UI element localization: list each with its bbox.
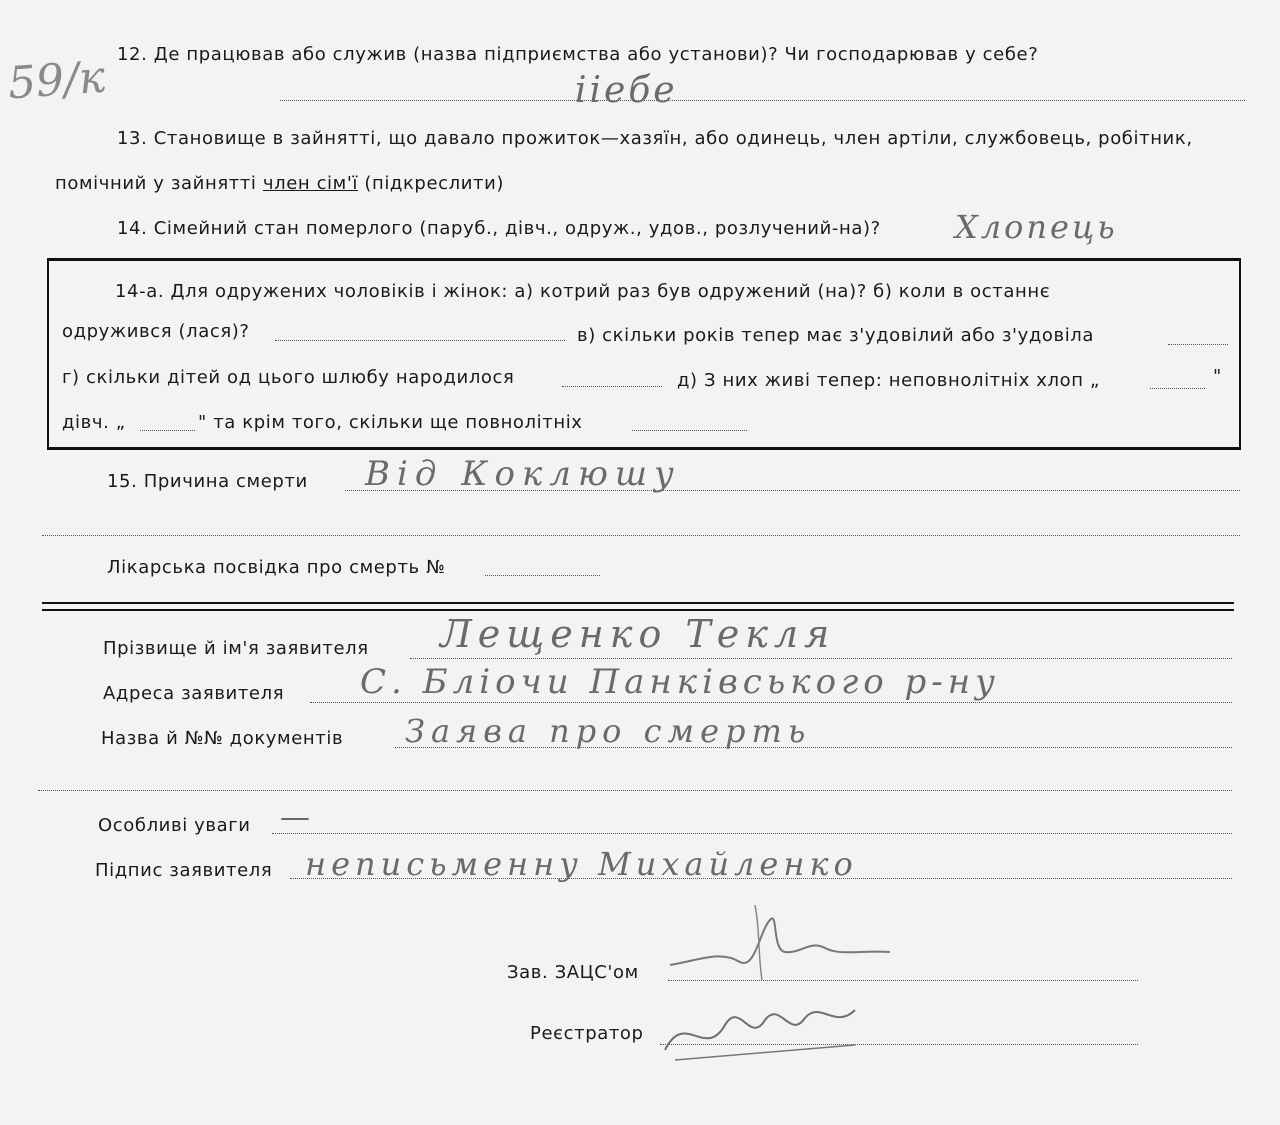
q14a-line4a: дівч. „ bbox=[62, 412, 126, 433]
q14a-line4a-blank bbox=[140, 430, 195, 431]
q14a-line1: 14-а. Для одружених чоловіків і жінок: а) котрий раз був одружений (на)? б) коли в останнє bbox=[115, 281, 1051, 302]
q14a-line4b: " та крім того, скільки ще повнолітніх bbox=[198, 412, 583, 433]
applicant-address: С. Бліочи Панківського р-ну bbox=[360, 662, 1000, 702]
q13-selected-option: член сім'ї bbox=[262, 173, 358, 194]
section-divider-top bbox=[42, 602, 1234, 604]
q14a-line3a: г) скільки дітей од цього шлюбу народилося bbox=[62, 367, 515, 388]
q12-answer-line bbox=[280, 100, 1245, 101]
q12-answer: ііебе bbox=[575, 70, 678, 111]
q13-prefix: помічний у зайнятті bbox=[55, 173, 263, 194]
special-notes: — bbox=[280, 800, 313, 835]
q14a-line3b: д) З них живі тепер: неповнолітніх хлоп „ bbox=[677, 370, 1100, 391]
q15-label: 15. Причина смерти bbox=[107, 471, 308, 492]
head-zags-label: Зав. ЗАЦС'ом bbox=[507, 962, 639, 983]
medical-certificate-label: Лікарська посвідка про смерть № bbox=[107, 557, 446, 578]
q14-label: 14. Сімейний стан померлого (паруб., дівч., одруж., удов., розлучений-на)? bbox=[117, 218, 881, 239]
applicant-docs-label: Назва й №№ документів bbox=[101, 728, 344, 749]
q12-label: 12. Де працював або служив (назва підприємства або установи)? Чи господарював у себе? bbox=[117, 44, 1039, 65]
section-divider-bottom bbox=[42, 609, 1234, 611]
applicant-docs: Заява про смерть bbox=[405, 712, 812, 750]
q14a-line2a: одружився (лася)? bbox=[62, 321, 250, 342]
q15-extra-line bbox=[42, 535, 1240, 536]
q13-line2 bbox=[55, 173, 504, 194]
applicant-signature: неписьменну Михайленко bbox=[305, 845, 858, 883]
applicant-name-label: Прізвище й ім'я заявителя bbox=[103, 638, 369, 659]
q14a-line3b-blank bbox=[1150, 388, 1205, 389]
q13-line1: 13. Становище в зайнятті, що давало прожиток—хазяїн, або одинець, член артіли, службовець, робітник, bbox=[117, 128, 1193, 149]
applicant-signature-label: Підпис заявителя bbox=[95, 860, 273, 881]
head-zags-signature bbox=[660, 890, 900, 990]
q14a-line3c: " bbox=[1213, 366, 1222, 387]
q14a-line2b-blank bbox=[1168, 344, 1228, 345]
applicant-address-label: Адреса заявителя bbox=[103, 683, 285, 704]
q13-suffix: (підкреслити) bbox=[358, 173, 505, 194]
special-notes-line bbox=[272, 833, 1232, 834]
margin-note: 59/к bbox=[6, 51, 107, 110]
registrar-signature bbox=[655, 990, 875, 1070]
applicant-name: Лещенко Текля bbox=[440, 612, 836, 656]
applicant-address-line bbox=[310, 702, 1232, 703]
registrar-label: Реєстратор bbox=[530, 1023, 644, 1044]
medical-certificate-line bbox=[485, 575, 600, 576]
applicant-docs-extra-line bbox=[38, 790, 1232, 791]
q15-answer: Від Коклюшу bbox=[365, 454, 681, 494]
q14a-line2b: в) скільки років тепер має з'удовілий або з'удовіла bbox=[577, 325, 1095, 346]
applicant-name-line bbox=[410, 658, 1232, 659]
q14a-line3-blank bbox=[562, 386, 662, 387]
special-notes-label: Особливі уваги bbox=[98, 815, 251, 836]
q14a-line2-blank bbox=[275, 340, 565, 341]
q14-answer: Хлопець bbox=[955, 208, 1118, 246]
q14a-line4b-blank bbox=[632, 430, 747, 431]
